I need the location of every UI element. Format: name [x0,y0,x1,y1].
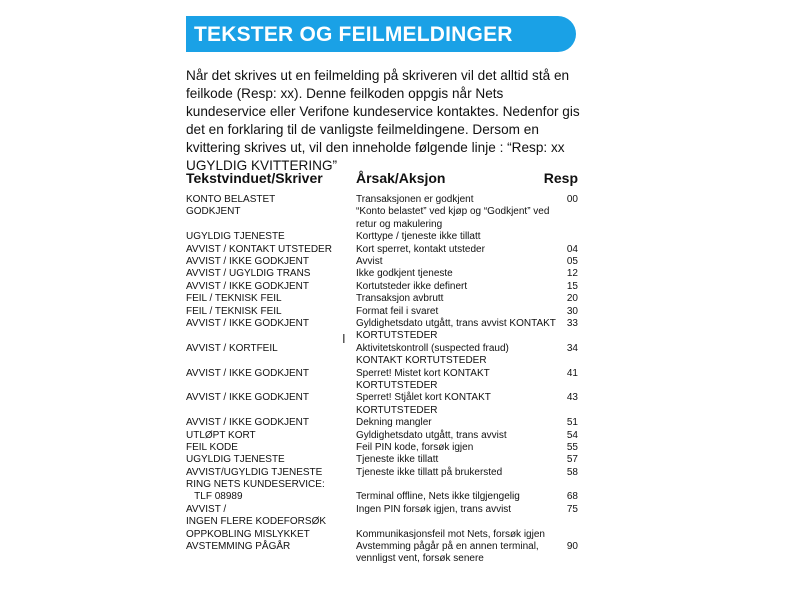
row-text: AVVIST/UGYLDIG TJENESTE [186,466,323,478]
table-header [0,170,800,190]
table-row [0,417,800,429]
table-row [0,256,800,268]
row-resp: 57 [566,454,578,466]
row-cause: Kort sperret, kontakt utsteder [356,243,485,255]
row-resp: 34 [566,342,578,354]
column-header-cause: Årsak/Aksjon [356,170,446,186]
row-cause: Ikke godkjent tjeneste [356,268,453,280]
row-text: AVVIST / IKKE GODKJENT [186,255,309,267]
row-cause: Transaksjonen er godkjent [356,194,474,205]
table-row [0,467,800,479]
row-resp: 90 [566,541,578,553]
text-cursor-icon: I [342,331,346,346]
row-cause: Kortutsteder ikke definert [356,280,468,292]
table-row [0,516,800,528]
table-row [0,318,800,343]
row-cause: Tjeneste ikke tillatt på brukersted [356,466,503,478]
error-table [0,194,800,566]
row-text: FEIL / TEKNISK FEIL [186,293,282,305]
table-row [0,430,800,442]
row-text: AVVIST / IKKE GODKJENT [186,417,309,429]
row-resp: 55 [566,441,578,453]
table-row [0,368,800,393]
row-cause: Kommunikasjonsfeil mot Nets, forsøk igjen [356,528,545,540]
row-cause: Avstemming pågår på en annen terminal, vennligst vent, forsøk senere [356,541,539,565]
table-row [0,442,800,454]
row-resp: 58 [566,466,578,478]
table-row [0,231,800,243]
row-text: AVVIST / KORTFEIL [186,342,278,354]
row-text: INGEN FLERE KODEFORSØK [186,516,327,528]
row-resp: 12 [566,268,578,280]
row-text: TLF 08989 [186,491,243,503]
column-header-resp: Resp [543,170,578,186]
row-text: AVVIST / UGYLDIG TRANS [186,268,311,280]
row-cause: Tjeneste ikke tillatt [356,454,439,466]
row-text: OPPKOBLING MISLYKKET [186,528,310,540]
row-resp: 43 [566,392,578,404]
table-row [0,541,800,566]
row-resp: 54 [566,429,578,441]
table-row [0,244,800,256]
row-resp: 05 [566,255,578,267]
row-resp: 30 [566,305,578,317]
row-cause: Aktivitetskontroll (suspected fraud) KONTAKT KORTUTSTEDER [356,342,509,367]
row-resp: 15 [566,280,578,292]
row-resp: 41 [566,367,578,379]
row-resp: 33 [566,317,578,329]
column-header-text: Tekstvinduet/Skriver [186,170,323,186]
row-text: AVVIST / IKKE GODKJENT [186,317,309,329]
row-text: UGYLDIG TJENESTE [186,231,285,243]
table-row [0,206,800,231]
row-text: AVVIST / IKKE GODKJENT [186,392,309,404]
row-cause: Format feil i svaret [356,305,439,317]
row-cause: Korttype / tjeneste ikke tillatt [356,231,481,243]
table-row [0,268,800,280]
row-cause: Sperret! Stjålet kort KONTAKT KORTUTSTEDER [356,392,491,416]
table-row [0,491,800,503]
row-text: AVVIST / IKKE GODKJENT [186,367,309,379]
row-resp: 00 [566,194,578,205]
row-text: UTLØPT KORT [186,429,256,441]
row-cause: Sperret! Mistet kort KONTAKT KORTUTSTEDER [356,367,490,391]
row-text: FEIL KODE [186,441,238,453]
row-cause: Gyldighetsdato utgått, trans avvist KONTAKT KORTUTSTEDER [356,317,556,342]
table-row [0,293,800,305]
row-text: AVVIST / KONTAKT UTSTEDER [186,243,332,255]
row-cause: Dekning mangler [356,417,432,429]
row-text: KONTO BELASTET [186,194,276,205]
row-text: AVVIST / [186,503,227,515]
row-resp: 51 [566,417,578,429]
row-resp: 75 [566,503,578,515]
row-text: AVSTEMMING PÅGÅR [186,541,291,553]
table-row [0,194,800,206]
row-text: AVVIST / IKKE GODKJENT [186,280,309,292]
row-cause: Ingen PIN forsøk igjen, trans avvist [356,503,512,515]
table-row [0,281,800,293]
row-cause: Gyldighetsdato utgått, trans avvist [356,429,507,441]
row-text: UGYLDIG TJENESTE [186,454,285,466]
row-resp: 68 [566,491,578,503]
heading-banner [186,16,576,52]
table-row [0,343,800,368]
row-cause: Transaksjon avbrutt [356,293,444,305]
row-resp: 20 [566,293,578,305]
table-row [0,479,800,491]
table-row [0,504,800,516]
table-row [0,306,800,318]
table-row [0,529,800,541]
table-row [0,392,800,417]
row-resp: 04 [566,243,578,255]
row-text: RING NETS KUNDESERVICE: [186,479,325,491]
table-row [0,454,800,466]
row-text: GODKJENT [186,206,241,218]
row-text: FEIL / TEKNISK FEIL [186,305,282,317]
intro-paragraph: Når det skrives ut en feilmelding på skriveren vil det alltid stå en feilkode (Resp: xx). Denne feilkoden oppgis når Nets kundeservice eller Verifone kundeservice kontaktes. Nedenfor gis det en forklaring til de vanligste feilmeldingene. Dersom en kvittering skrives ut, vil den inneholde følgende linje : “Resp: xx UGYLDIG KVITTERING” [186,68,580,173]
row-cause: Feil PIN kode, forsøk igjen [356,441,474,453]
row-cause: Terminal offline, Nets ikke tilgjengelig [356,491,520,503]
row-cause: Avvist [356,255,383,267]
page-title: TEKSTER OG FEILMELDINGER [194,23,513,46]
row-cause: “Konto belastet” ved kjøp og “Godkjent” ved retur og makulering [356,206,550,230]
